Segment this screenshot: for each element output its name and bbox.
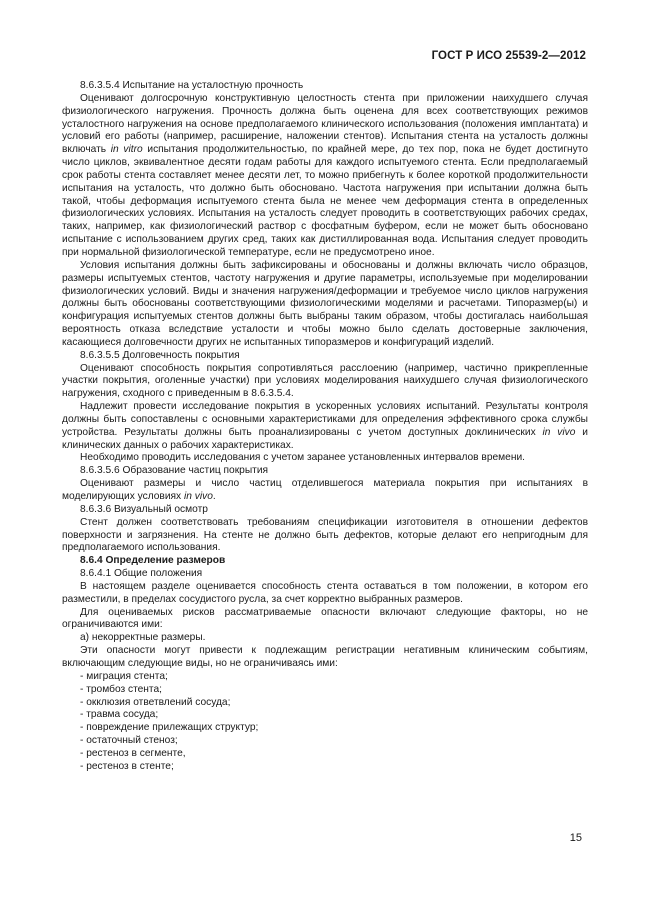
section-heading: 8.6.4 Определение размеров <box>80 555 226 567</box>
hazard-list-item: - миграция стента; <box>80 670 168 682</box>
page-number: 15 <box>569 832 582 844</box>
hazard-list-item: - рестеноз в стенте; <box>80 760 174 772</box>
list-item: а) некорректные размеры. <box>80 632 206 644</box>
hazard-list-item: - окклюзия ответвлений сосуда; <box>80 696 231 708</box>
subsection-heading: 8.6.3.5.5 Долговечность покрытия <box>80 349 240 361</box>
subsection-heading: 8.6.4.1 Общие положения <box>80 568 203 580</box>
hazard-list-item: - рестеноз в сегменте, <box>80 747 186 759</box>
paragraph: В настоящем разделе оценивается способность стента оставаться в том положении, в котором его разместили, в пределах сосудистого русла, за счет корректно выбранных размеров. <box>62 580 588 605</box>
subsection-heading: 8.6.3.5.6 Образование частиц покрытия <box>80 465 269 477</box>
paragraph: Условия испытания должны быть зафиксированы и обоснованы и должны включать число образцов, размеры испытуемых стентов, частоту нагружения и другие параметры, используемые при моделировании физиологических условий. Виды и значения нагружения/деформации и требуемое число циклов нагружения должны быть обоснованы соответствующими физиологическими моделями и расчетами. Типоразмер(ы) и конфигурация испытуемых стентов должны быть выбраны таким образом, чтобы достигалась наибольшая вероятность отказа вследствие усталости и чтобы можно было сделать достоверные заключения, касающиеся долговечности других не испытанных типоразмеров и конфигураций изделий. <box>62 259 588 348</box>
paragraph: Необходимо проводить исследования с учетом заранее установленных интервалов времени. <box>80 452 525 464</box>
paragraph: Оценивают способность покрытия сопротивляться расслоению (например, частично прикрепленные участки покрытия, оголенные участки) при условиях моделирования наихудшего случая физиологического нагружения, сходного с приведенным в 8.6.3.5.4. <box>62 362 588 400</box>
hazard-list <box>62 671 588 774</box>
document-body <box>62 80 588 774</box>
subsection-heading: 8.6.3.6 Визуальный осмотр <box>80 503 208 515</box>
hazard-list-item: - повреждение прилежащих структур; <box>80 722 259 734</box>
paragraph: Надлежит провести исследование покрытия в ускоренных условиях испытаний. Результаты контроля должны быть сопоставлены с основными характеристиками для определения эффективного срока службы устройства. Результаты должны быть проанализированы с учетом доступных доклинических in vivo и клинических данных о рабочих характеристиках. <box>62 401 588 451</box>
document-header: ГОСТ Р ИСО 25539-2—2012 <box>431 50 586 62</box>
paragraph: Эти опасности могут привести к подлежащим регистрации негативным клиническим событиям, включающим следующие виды, но не ограничиваясь ими: <box>62 645 588 669</box>
paragraph: Оценивают долгосрочную конструктивную целостность стента при приложении наихудшего случая физиологического нагружения. Прочность должна быть оценена для всех соответствующих режимов усталостного нагружения на основе предполагаемого клинического использования (положения имплантата) и условий его работы (например, расширение, наложении стентов). Испытания стента на усталость должны включать in vitro испытания продолжительностью, по крайней мере, до тех пор, пока не будет достигнуто число циклов, эквивалентное десяти годам работы для каждого испытуемого стента. Если предполагаемый срок работы стента составляет менее десяти лет, то можно прибегнуть к более короткой продолжительности испытания на усталость, что должно быть обосновано. Частота нагружения при испытании должна быть такой, чтобы деформация испытуемого стента была не менее чем деформация стента в определенных физиологических условиях. Испытания на усталость следует проводить в соответствующих рабочих средах, таких, например, как физиологический раствор с фосфатным буфером, если не может быть обосновано испытание с использованием других сред, таких как дистиллированная вода. Испытания следует проводить при нормальной физиологической температуре, если не предусмотрено иное. <box>62 92 588 258</box>
paragraph: Стент должен соответствовать требованиям спецификации изготовителя в отношении дефектов поверхности и загрязнения. На стенте не должно быть дефектов, которые делают его непригодным для предполагаемого использования. <box>62 516 588 554</box>
hazard-list-item: - остаточный стеноз; <box>80 735 178 747</box>
hazard-list-item: - травма сосуда; <box>80 709 159 721</box>
paragraph: Для оцениваемых рисков рассматриваемые опасности включают следующие факторы, но не ограничиваются ими: <box>62 606 588 631</box>
subsection-heading: 8.6.3.5.4 Испытание на усталостную прочность <box>80 80 304 91</box>
hazard-list-item: - тромбоз стента; <box>80 683 162 695</box>
paragraph: Оценивают размеры и число частиц отделившегося материала покрытия при испытаниях в моделирующих условиях in vivo. <box>62 478 588 502</box>
